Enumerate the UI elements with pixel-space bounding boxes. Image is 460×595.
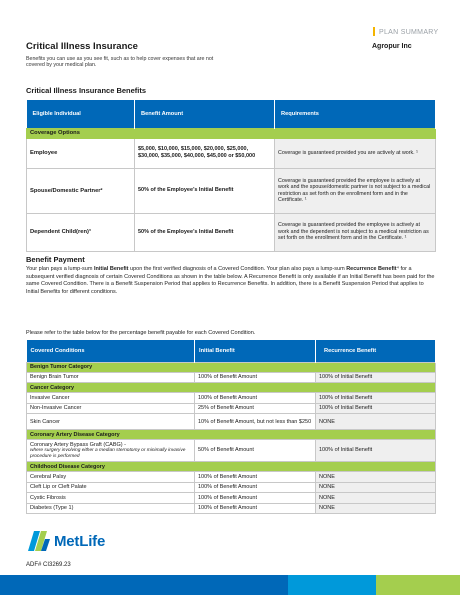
initial-cell: 100% of Benefit Amount xyxy=(195,472,316,483)
recurrence-cell: NONE xyxy=(316,482,436,493)
logo-text: MetLife xyxy=(54,532,106,550)
condition-cell xyxy=(27,440,195,462)
footer-color-band xyxy=(0,575,460,595)
table-row xyxy=(27,493,436,504)
footer-band-blue xyxy=(0,575,288,595)
coverage-options-row xyxy=(27,128,436,138)
column-header: Benefit Amount xyxy=(135,100,275,128)
individual-cell: Employee xyxy=(27,138,135,168)
condition-note: where surgery involving either a median sternotomy or minimally invasive procedure is performed xyxy=(30,448,186,459)
condition-cell: Benign Brain Tumor xyxy=(27,372,195,383)
benefits-table-header xyxy=(27,100,436,128)
category-row xyxy=(27,462,436,472)
table-row xyxy=(27,440,436,462)
amount-cell: $5,000, $10,000, $15,000, $20,000, $25,000, $30,000, $35,000, $40,000, $45,000 or $50,000 xyxy=(135,138,275,168)
recurrence-cell: NONE xyxy=(316,414,436,430)
amount-cell: 50% of the Employee’s Initial Benefit xyxy=(135,168,275,213)
category-row xyxy=(27,362,436,372)
individual-cell: Dependent Child(ren)³ xyxy=(27,213,135,251)
initial-cell: 50% of Benefit Amount xyxy=(195,440,316,462)
table-row xyxy=(27,503,436,514)
condition-cell: Non-Invasive Cancer xyxy=(27,403,195,414)
plan-summary-label xyxy=(373,27,438,36)
benefit-payment-paragraph xyxy=(26,266,436,296)
benefits-heading: Critical Illness Insurance Benefits xyxy=(26,86,147,95)
table-row xyxy=(27,482,436,493)
column-header: Covered Conditions xyxy=(27,340,195,362)
initial-cell: 100% of Benefit Amount xyxy=(195,482,316,493)
condition-cell: Cerebral Palsy xyxy=(27,472,195,483)
column-header: Eligible Individual xyxy=(27,100,135,128)
column-header: Requirements xyxy=(275,100,436,128)
requirements-cell: Coverage is guaranteed provided the employee is actively at work and the dependent is not subject to a medical restriction as set forth on the enrollment form and in the Certificate. ¹ xyxy=(275,213,436,251)
condition-cell: Skin Cancer xyxy=(27,414,195,430)
document-code: ADF# CI3269.23 xyxy=(26,562,71,568)
recurrence-cell: 100% of Initial Benefit xyxy=(316,372,436,383)
recurrence-cell: 100% of Initial Benefit xyxy=(316,403,436,414)
table-row xyxy=(27,138,436,168)
recurrence-cell: NONE xyxy=(316,503,436,514)
category-label: Childhood Disease Category xyxy=(27,462,436,472)
category-label: Cancer Category xyxy=(27,383,436,393)
table-row xyxy=(27,168,436,213)
table-row xyxy=(27,472,436,483)
text-run: Your plan pays a lump-sum xyxy=(26,266,94,272)
column-header: Initial Benefit xyxy=(195,340,316,362)
table-row xyxy=(27,414,436,430)
recurrence-benefit-term: Recurrence Benefit xyxy=(346,266,397,272)
category-row xyxy=(27,430,436,440)
amount-cell: 50% of the Employee’s Initial Benefit xyxy=(135,213,275,251)
condition-cell: Cystic Fibrosis xyxy=(27,493,195,504)
initial-benefit-term: Initial Benefit xyxy=(93,266,129,272)
plan-summary-text: PLAN SUMMARY xyxy=(379,29,439,36)
recurrence-cell: 100% of Initial Benefit xyxy=(316,393,436,404)
table-row xyxy=(27,213,436,251)
category-label: Benign Tumor Category xyxy=(27,362,436,372)
requirements-cell: Coverage is guaranteed provided the employee is actively at work and the spouse/domestic partner is not subject to a medical restriction as set forth on the enrollment form and in the Certificate. ¹ xyxy=(275,168,436,213)
conditions-table-header xyxy=(27,340,436,362)
table-row xyxy=(27,372,436,383)
text-run: upon the first verified diagnosis of a Covered Condition. Your plan also pays a lump-sum xyxy=(128,266,347,272)
initial-cell: 100% of Benefit Amount xyxy=(195,503,316,514)
condition-cell: Cleft Lip or Cleft Palate xyxy=(27,482,195,493)
requirements-cell: Coverage is guaranteed provided you are actively at work. ¹ xyxy=(275,138,436,168)
text-run: ⁴ for a subsequent verified diagnosis of certain Covered Conditions as shown in the table below. A Recurrence Benefit is only available if an Initial Benefit has been paid for the same Covered Condition. There is a Benefit Suspension Period that applies to Recurrence Benefits. In addition, there is a Benefit Suspension Period that applies to Initial Benefits for different conditions. xyxy=(26,266,435,295)
category-label: Coronary Artery Disease Category xyxy=(27,430,436,440)
table-row xyxy=(27,403,436,414)
initial-cell: 100% of Benefit Amount xyxy=(195,372,316,383)
column-header: Recurrence Benefit xyxy=(316,340,436,362)
table-row xyxy=(27,393,436,404)
conditions-table xyxy=(26,340,436,514)
benefits-table xyxy=(26,100,436,252)
benefit-payment-heading: Benefit Payment xyxy=(26,255,85,264)
accent-bar xyxy=(373,27,375,36)
initial-cell: 100% of Benefit Amount xyxy=(195,393,316,404)
metlife-logo-icon xyxy=(28,531,50,551)
company-name: Agropur Inc xyxy=(372,43,412,50)
page-subtitle: Benefits you can use as you see fit, such as to help cover expenses that are not covered by your medical plan. xyxy=(26,56,214,69)
initial-cell: 25% of Benefit Amount xyxy=(195,403,316,414)
condition-cell: Invasive Cancer xyxy=(27,393,195,404)
metlife-logo xyxy=(28,531,105,551)
footer-band-green xyxy=(376,575,460,595)
initial-cell: 10% of Benefit Amount, but not less than $250 xyxy=(195,414,316,430)
footer-band-light-blue xyxy=(288,575,376,595)
recurrence-cell: NONE xyxy=(316,472,436,483)
condition-name: Coronary Artery Bypass Graft (CABG) - xyxy=(30,441,126,448)
category-row xyxy=(27,383,436,393)
recurrence-cell: NONE xyxy=(316,493,436,504)
page-title: Critical Illness Insurance xyxy=(26,41,138,52)
condition-cell: Diabetes (Type 1) xyxy=(27,503,195,514)
individual-cell: Spouse/Domestic Partner² xyxy=(27,168,135,213)
coverage-options-label: Coverage Options xyxy=(27,128,436,138)
refer-note: Please refer to the table below for the percentage benefit payable for each Covered Condition. xyxy=(26,330,256,336)
recurrence-cell: 100% of Initial Benefit xyxy=(316,440,436,462)
initial-cell: 100% of Benefit Amount xyxy=(195,493,316,504)
